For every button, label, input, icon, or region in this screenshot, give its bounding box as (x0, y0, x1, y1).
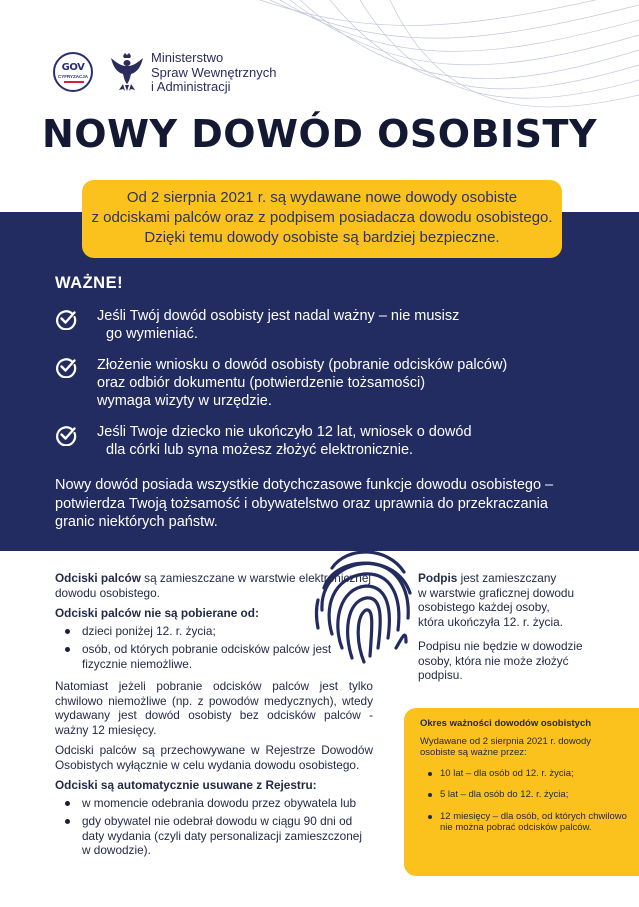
logo-red-stripe (64, 81, 84, 83)
intro-paragraph (55, 476, 553, 532)
ministry-line: i Administracji (151, 79, 231, 94)
highlight-line: Dzięki temu dowody osobiste są bardziej bezpieczne. (144, 229, 500, 246)
highlight-line: Od 2 sierpnia 2021 r. są wydawane nowe dowody osobiste (126, 189, 518, 206)
registry-note: Odciski palców są przechowywane w Rejestrze Dowodów Osobistych wyłącznie w celu wydania dowodu osobistego. (55, 743, 373, 772)
important-heading: WAŻNE! (55, 274, 124, 292)
signature-section (418, 571, 598, 683)
fingerprints-label: Odciski palców (55, 571, 141, 585)
list-item: dzieci poniżej 12. r. życia; (55, 624, 373, 639)
polish-eagle-emblem (110, 52, 144, 92)
important-item-line: Jeśli Twoje dziecko nie ukończyło 12 lat, wniosek o dowód (97, 424, 472, 440)
temporary-note: Natomiast jeżeli pobranie odcisków palców jest tylko chwilowo niemożliwe (np. z powodów medycznych), wtedy wydawany jest dowód osobisty bez odcisków palców - ważny 12 miesięcy. (55, 679, 373, 737)
page-title: NOWY DOWÓD OSOBISTY (42, 112, 597, 156)
important-item-line: oraz odbiór dokumentu (potwierdzenie tożsamości) (97, 375, 426, 391)
gov-logo-text: GOV (61, 62, 85, 73)
intro-line: potwierdza Twoją tożsamość i obywatelstwo oraz uprawnia do przekraczania (55, 495, 548, 512)
removed-list (55, 796, 373, 858)
intro-line: granic niektórych państw. (55, 514, 218, 530)
important-item-line: wymaga wizyty w urzędzie. (97, 393, 272, 409)
check-circle-icon (55, 308, 77, 330)
cyfryzacja-logo-text: CYFRYZACJA (57, 74, 89, 79)
important-item (97, 356, 507, 410)
signature-label: Podpis (418, 571, 458, 585)
signature-line: podpisu. (418, 668, 463, 682)
important-item-line: Złożenie wniosku o dowód osobisty (pobranie odcisków palców) (97, 357, 508, 373)
signature-line (418, 571, 598, 586)
not-taken-heading: Odciski palców nie są pobierane od: (55, 606, 259, 620)
highlight-line: z odciskami palców oraz z podpisem posiadacza dowodu osobistego. (91, 209, 553, 226)
signature-line: która ukończyła 12. r. życia. (418, 614, 563, 629)
not-taken-list (55, 624, 373, 672)
fingerprints-text: są zamieszczane w warstwie elektronicznej dowodu osobistego. (55, 571, 372, 600)
signature-line: w warstwie graficznej dowodu (418, 585, 575, 600)
highlight-box (82, 180, 562, 258)
list-item: w momencie odebrania dowodu przez obywatela lub (55, 796, 373, 811)
signature-line: osoby, która nie może złożyć (418, 653, 569, 668)
gov-cyfryzacja-logo (53, 52, 93, 92)
signature-text: jest zamieszczany (457, 571, 557, 585)
validity-title: Okres ważności dowodów osobistych (420, 718, 592, 729)
ministry-line: Ministerstwo (151, 50, 224, 65)
validity-list (420, 768, 627, 834)
important-item-line: go wymieniać. (106, 326, 198, 342)
check-circle-icon (55, 424, 77, 446)
ministry-line: Spraw Wewnętrznych (151, 64, 277, 80)
intro-line: Nowy dowód posiada wszystkie dotychczasowe funkcje dowodu osobistego – (55, 477, 554, 493)
signature-line: Podpisu nie będzie w dowodzie (418, 639, 583, 653)
fingerprints-section (55, 571, 373, 866)
list-item: 5 lat – dla osób do 12. r. życia; (420, 789, 627, 801)
important-item (97, 307, 459, 343)
signature-line: osobistego każdej osoby, (418, 600, 550, 614)
validity-box (404, 708, 639, 876)
ministry-name (151, 51, 276, 95)
list-item: 10 lat – dla osób od 12. r. życia; (420, 768, 627, 780)
fingerprints-paragraph (55, 571, 373, 600)
list-item: gdy obywatel nie odebrał dowodu w ciągu 90 dni od daty wydania (czyli daty personalizacji zamieszczonej w dowodzie). (55, 814, 373, 858)
removed-heading: Odciski są automatycznie usuwane z Rejestru: (55, 778, 317, 792)
important-item-line: Jeśli Twój dowód osobisty jest nadal ważny – nie musisz (97, 308, 460, 324)
validity-intro: Wydawane od 2 sierpnia 2021 r. dowody osobiste są ważne przez: (420, 735, 592, 758)
check-circle-icon (55, 356, 77, 378)
important-item-line: dla córki lub syna możesz złożyć elektronicznie. (106, 442, 414, 458)
list-item: 12 miesięcy – dla osób, od których chwilowo nie można pobrać odcisków palców. (420, 811, 627, 834)
list-item: osób, od których pobranie odcisków palców jest fizycznie niemożliwe. (55, 642, 373, 671)
important-item (97, 423, 472, 459)
